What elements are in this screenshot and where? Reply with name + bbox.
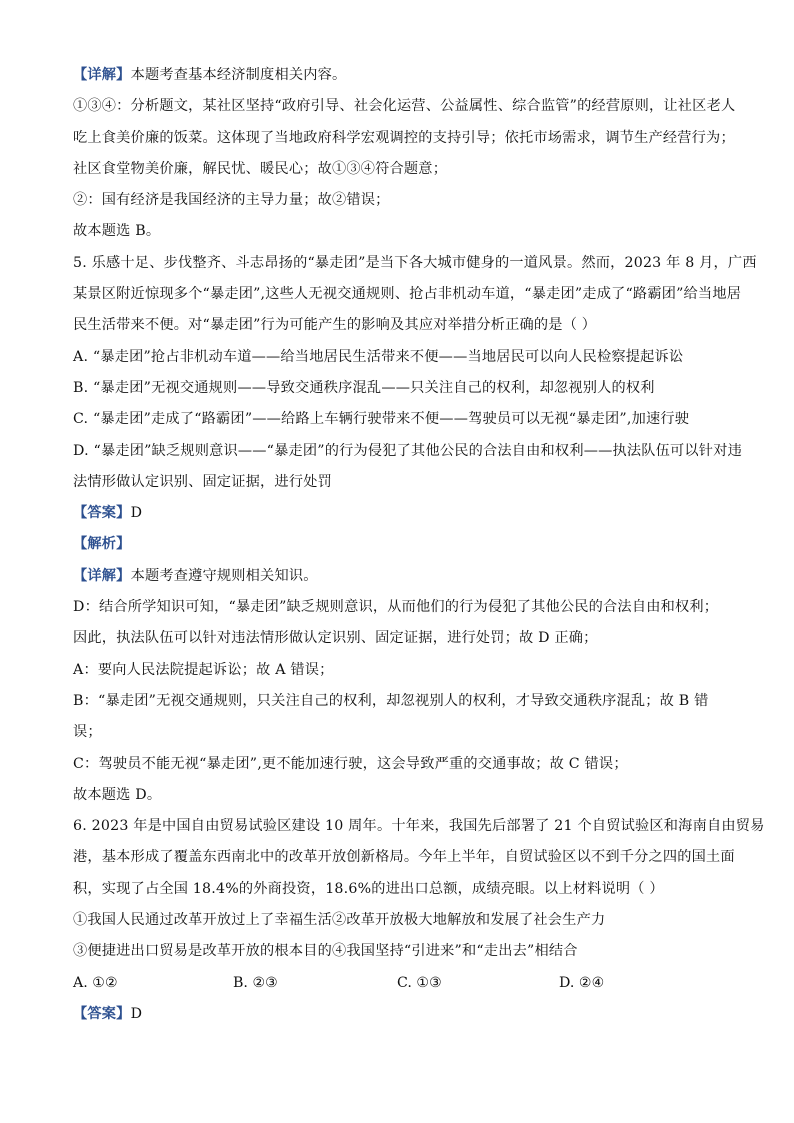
explanation-line: A：要向人民法院提起诉讼；故 A 错误； [73, 661, 334, 678]
question-6-statements: ①我国人民通过改革开放过上了幸福生活②改革开放极大地解放和发展了社会生产力 [73, 912, 606, 929]
detail-text: 本题考查基本经济制度相关内容。 [130, 67, 347, 83]
question-6-options [73, 968, 725, 999]
conclusion-line: 故本题选 B。 [73, 223, 161, 240]
detail-tag: 【详解】 [73, 567, 131, 584]
explanation-line: B：“暴走团”无视交通规则，只关注自己的权利，却忽视别人的权利，才导致交通秩序混乱；故 B 错 [73, 692, 709, 709]
answer-value: D [130, 505, 143, 522]
question-6-stem: 积，实现了占全国 18.4%的外商投资，18.6%的进出口总额，成绩亮眼。以上材料说明（ ） [73, 880, 664, 897]
explanation-line: 社区食堂物美价廉，解民忧、暖民心；故①③④符合题意； [73, 160, 448, 177]
explanation-line: 误； [73, 724, 102, 741]
conclusion-line: 故本题选 D。 [73, 786, 162, 803]
question-6-stem: 港，基本形成了覆盖东西南北中的改革开放创新格局。今年上半年，自贸试验区以不到千分之四的国土面 [73, 849, 735, 866]
question-5-stem: 民生活带来不便。对“暴走团”行为可能产生的影响及其应对举措分析正确的是（ ） [73, 317, 597, 334]
question-5-option-d: 法情形做认定识别、固定证据，进行处罚 [73, 473, 332, 490]
analysis-line [73, 529, 725, 560]
answer-value: D [130, 1005, 143, 1022]
detail-text: 本题考查遵守规则相关知识。 [130, 567, 318, 584]
explanation-line: 吃上食美价廉的饭菜。这体现了当地政府科学宏观调控的支持引导；依托市场需求，调节生产经营行为； [73, 129, 735, 146]
question-5-option-a: A. “暴走团”抢占非机动车道——给当地居民生活带来不便——当地居民可以向人民检察提起诉讼 [73, 348, 684, 365]
question-6-option-a: A. ①② [73, 974, 118, 991]
question-5-stem: 某景区附近惊现多个“暴走团”,这些人无视交通规则、抢占非机动车道，“暴走团”走成了“路霸团”给当地居 [73, 286, 742, 303]
detail-tag: 【详解】 [73, 67, 131, 83]
question-6-option-b: B. ②③ [233, 974, 278, 991]
explanation-line: ②：国有经济是我国经济的主导力量；故②错误； [73, 192, 390, 209]
question-6-option-d: D. ②④ [559, 974, 605, 991]
question-5-option-b: B. “暴走团”无视交通规则——导致交通秩序混乱——只关注自己的权利，却忽视别人的权利 [73, 379, 655, 396]
explanation-line: D：结合所学知识可知，“暴走团”缺乏规则意识，从而他们的行为侵犯了其他公民的合法自由和权利； [73, 599, 719, 616]
analysis-tag: 【解析】 [73, 536, 131, 553]
question-5-option-d: D. “暴走团”缺乏规则意识——“暴走团”的行为侵犯了其他公民的合法自由和权利——执法队伍可以针对违 [73, 442, 742, 459]
answer-tag: 【答案】 [73, 1005, 131, 1022]
explanation-line: C：驾驶员不能无视“暴走团”,更不能加速行驶，这会导致严重的交通事故；故 C 错误； [73, 755, 628, 772]
explanation-line: 因此，执法队伍可以针对违法情形做认定识别、固定证据，进行处罚；故 D 正确； [73, 630, 598, 647]
question-6-statements: ③便捷进出口贸易是改革开放的根本目的④我国坚持“引进来”和“走出去”相结合 [73, 943, 578, 960]
answer-line [73, 999, 725, 1030]
explanation-line: ①③④：分析题文，某社区坚持“政府引导、社会化运营、公益属性、综合监管”的经营原则，让社区老人 [73, 98, 736, 115]
detail-line [73, 561, 725, 592]
question-6-option-c: C. ①③ [397, 974, 442, 991]
detail-line [73, 60, 725, 91]
document-page [73, 60, 765, 1030]
answer-tag: 【答案】 [73, 505, 131, 522]
question-6-stem: 6. 2023 年是中国自由贸易试验区建设 10 周年。十年来，我国先后部署了 21 个自贸试验区和海南自由贸易 [73, 818, 765, 835]
question-5-stem: 5. 乐感十足、步伐整齐、斗志昂扬的“暴走团”是当下各大城市健身的一道风景。然而，2023 年 8 月，广西 [73, 254, 757, 271]
answer-line [73, 498, 725, 529]
question-5-option-c: C. “暴走团”走成了“路霸团”——给路上车辆行驶带来不便——驾驶员可以无视“暴走团”,加速行驶 [73, 411, 690, 428]
